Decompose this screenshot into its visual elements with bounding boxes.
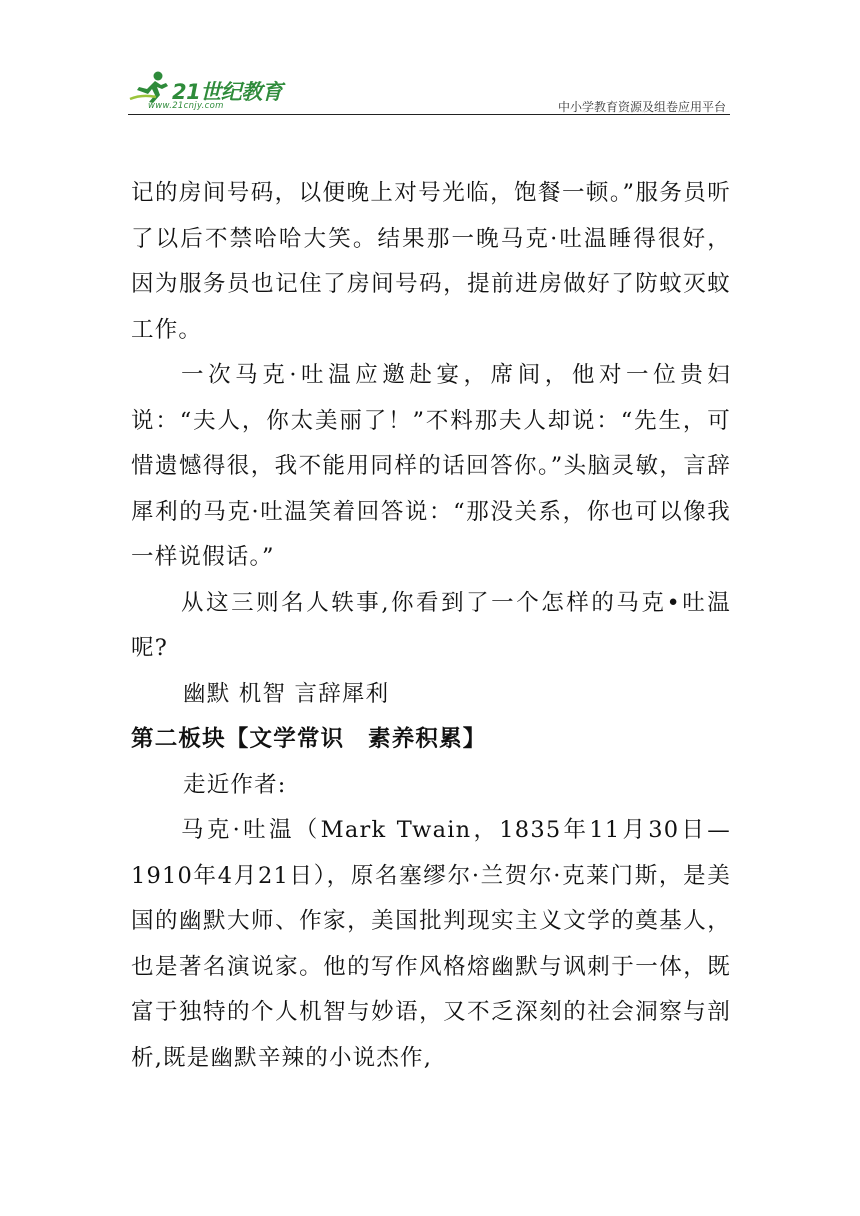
paragraph-4: 马克·吐温（Mark Twain，1835年11月30日—1910年4月21日），原名塞缪尔·兰贺尔·克莱门斯，是美国的幽默大师、作家，美国批判现实主义文学的奠基人，也是著名演说家。他的写作风格熔幽默与讽刺于一体，既富于独特的个人机智与妙语，又不乏深刻的社会洞察与剖析,既是幽默辛辣的小说杰作,	[131, 817, 731, 1071]
logo-url: www.21cnjy.com	[148, 101, 224, 111]
page-header	[128, 62, 730, 118]
header-divider	[128, 114, 730, 115]
logo-text: 21世纪教育	[172, 80, 283, 104]
runner-logo-icon	[128, 70, 174, 104]
document-body	[131, 171, 731, 1081]
section-heading: 第二板块【文学常识 素养积累】	[131, 726, 487, 752]
answer-line: 幽默 机智 言辞犀利	[183, 680, 390, 707]
paragraph-1: 记的房间号码，以便晚上对号光临，饱餐一顿。”服务员听了以后不禁哈哈大笑。结果那一晚马克·吐温睡得很好，因为服务员也记住了房间号码，提前进房做好了防蚊灭蚊工作。	[131, 180, 731, 343]
paragraph-3: 从这三则名人轶事,你看到了一个怎样的马克•吐温呢?	[131, 589, 731, 661]
header-tagline: 中小学教育资源及组卷应用平台	[557, 100, 726, 114]
logo	[128, 68, 298, 116]
intro-label: 走近作者:	[183, 771, 287, 798]
paragraph-2: 一次马克·吐温应邀赴宴，席间，他对一位贵妇说：“夫人，你太美丽了！”不料那夫人却说：“先生，可惜遗憾得很，我不能用同样的话回答你。”头脑灵敏，言辞犀利的马克·吐温笑着回答说：“那没关系，你也可以像我一样说假话。”	[131, 362, 731, 570]
